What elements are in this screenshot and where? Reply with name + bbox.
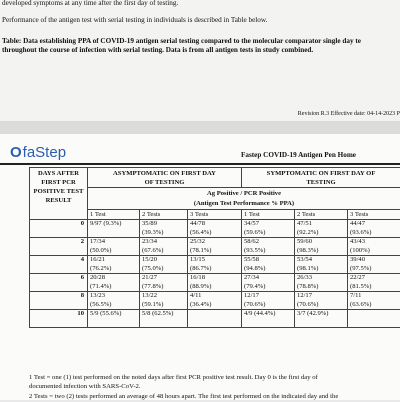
ppa-cell-line: 5/9 (55.6%) [90,310,137,319]
ppa-cell-line: 9/97 (9.3%) [90,220,137,229]
text-line: Performance of the antigen test with serial testing in individuals is described in Table below. [2,16,267,25]
ppa-cell-line: (75.0%) [142,265,185,274]
ppa-cell-line: (39.3%) [142,229,185,238]
ppa-cell [88,238,140,256]
ppa-cell-line: (67.6%) [142,247,185,256]
logo-text: faStep [23,144,66,161]
page-gap [0,121,400,134]
test-count-header: 3 Tests [348,210,400,220]
ppa-cell-line: 3/7 (42.9%) [297,310,345,319]
ppa-cell [140,292,188,310]
ppa-cell [242,274,295,292]
ppa-cell-line: (71.4%) [90,283,137,292]
ppa-cell-line: 5/8 (62.5%) [142,310,185,319]
ppa-cell-line: 58/62 [244,238,292,247]
ppa-cell-line: (100%) [350,247,398,256]
ppa-cell-line: 15/20 [142,256,185,265]
ppa-cell [242,256,295,274]
ppa-cell-line [90,229,137,238]
table-row [30,274,400,292]
ppa-cell [242,220,295,238]
ppa-cell-line [190,319,239,328]
ppa-cell-line: (79.4%) [244,283,292,292]
ppa-cell [348,220,400,238]
ppa-cell [348,256,400,274]
ppa-cell-line: (78.8%) [297,283,345,292]
ppa-cell-line: (86.7%) [190,265,239,274]
ppa-cell-line: 16/21 [90,256,137,265]
revision-line: Revision R.3 Effective date: 04-14-2023 P [298,111,400,117]
ppa-cell-line [297,319,345,328]
day-label: 2 [30,238,88,256]
ppa-cell-line: 27/34 [244,274,292,283]
ppa-cell [88,310,140,328]
ppa-cell-line [90,319,137,328]
ppa-cell [188,310,242,328]
day-label: 8 [30,292,88,310]
ppa-cell-line: (77.8%) [142,283,185,292]
ppa-cell-line [142,319,185,328]
ppa-cell [295,292,348,310]
ppa-cell [188,256,242,274]
ppa-cell [188,274,242,292]
text-line: developed symptoms at any time after the first day of testing. [2,0,178,8]
ppa-cell [188,220,242,238]
ppa-cell [88,274,140,292]
ppa-cell-line: 53/54 [297,256,345,265]
footnote: 2 Tests = two (2) tests performed an average of 48 hours apart. The first test performed on the indicated day and the [29,393,338,402]
ppa-cell-line [350,319,398,328]
ppa-cell [242,238,295,256]
ppa-cell-line: (56.5%) [90,301,137,310]
ag-positive-label: Ag Positive / PCR Positive [90,189,398,199]
table-row [30,238,400,256]
ppa-cell-line: 13/22 [142,292,185,301]
ppa-cell-line: 4/9 (44.4%) [244,310,292,319]
ppa-cell-line: (59.6%) [244,229,292,238]
header-rule [0,163,400,165]
ppa-cell-line: 20/28 [90,274,137,283]
ppa-cell [140,310,188,328]
ppa-cell [348,238,400,256]
ppa-cell-line: 59/60 [297,238,345,247]
performance-label: (Antigen Test Performance % PPA) [90,199,398,209]
ppa-cell-line: 34/57 [244,220,292,229]
ppa-cell [242,292,295,310]
ppa-cell-line: (70.6%) [244,301,292,310]
day-label: 0 [30,220,88,238]
ppa-cell-line: 44/78 [190,220,239,229]
logo-mark: O [10,144,22,161]
ppa-cell-line: (36.4%) [190,301,239,310]
footnote: documented infection with SARS-CoV-2. [29,383,141,392]
ppa-cell [140,238,188,256]
ppa-cell [295,274,348,292]
test-count-header: 1 Test [242,210,295,220]
ppa-cell-line: 12/17 [244,292,292,301]
footnote: 1 Test = one (1) test performed on the noted days after first PCR positive test result. Day 0 is the first day of [29,374,318,383]
asymptomatic-header: ASYMPTOMATIC ON FIRST DAY OF TESTING [88,168,242,188]
table-row [30,292,400,310]
ppa-cell [348,292,400,310]
ppa-cell-line: (98.3%) [297,247,345,256]
days-header: DAYS AFTER FIRST PCR POSITIVE TEST RESULT [30,168,88,220]
ppa-cell-line: (56.4%) [190,229,239,238]
ppa-cell-line: 13/15 [190,256,239,265]
ppa-cell-line: (63.6%) [350,301,398,310]
ppa-cell-line: 22/27 [350,274,398,283]
ppa-cell-line [244,319,292,328]
table-caption: Table: Data establishing PPA of COVID-19 antigen serial testing compared to the molecular comparator single day te [2,37,361,46]
ppa-cell [242,310,295,328]
test-count-header: 3 Tests [188,210,242,220]
test-count-header: 1 Test [88,210,140,220]
test-count-header: 2 Tests [295,210,348,220]
ppa-cell-line: 25/32 [190,238,239,247]
ppa-cell [348,274,400,292]
ppa-cell [88,220,140,238]
ppa-cell [188,238,242,256]
day-label: 6 [30,274,88,292]
ppa-cell-line: (88.9%) [190,283,239,292]
ppa-cell [348,310,400,328]
ppa-cell [88,292,140,310]
ppa-cell-line: (76.2%) [90,265,137,274]
ppa-cell [188,292,242,310]
ppa-cell-line: 4/11 [190,292,239,301]
ppa-cell-line: 17/34 [90,238,137,247]
ppa-cell [140,274,188,292]
ppa-cell-line: (50.0%) [90,247,137,256]
symptomatic-header: SYMPTOMATIC ON FIRST DAY OF TESTING [242,168,400,188]
ppa-cell-line: 12/17 [297,292,345,301]
ppa-cell [295,220,348,238]
document-title: Fastep COVID-19 Antigen Pen Home [241,151,356,159]
day-label: 4 [30,256,88,274]
ppa-cell-line: 43/43 [350,238,398,247]
ppa-cell-line: (93.6%) [350,229,398,238]
ppa-cell-line: 47/51 [297,220,345,229]
ppa-cell-line: (93.5%) [244,247,292,256]
ppa-cell [140,256,188,274]
current-page [0,134,400,400]
previous-page [0,0,400,121]
ppa-cell-line: 39/40 [350,256,398,265]
day-label: 10 [30,310,88,328]
fastep-logo [10,144,66,161]
table-row [30,256,400,274]
ppa-cell-line: 21/27 [142,274,185,283]
ppa-cell-line: 55/58 [244,256,292,265]
ppa-cell-line [350,310,398,319]
ppa-cell-line: (94.8%) [244,265,292,274]
ag-positive-header [88,188,400,210]
ppa-cell-line: (59.1%) [142,301,185,310]
ppa-cell-line: 26/33 [297,274,345,283]
ppa-cell-line: 23/34 [142,238,185,247]
ppa-cell-line: (81.5%) [350,283,398,292]
table-row [30,310,400,328]
ppa-cell [295,256,348,274]
ppa-cell-line: (92.2%) [297,229,345,238]
ppa-cell-line: (78.1%) [190,247,239,256]
table-caption: throughout the course of infection with serial testing. Data is from all antigen tests in study combined. [2,46,313,55]
ppa-cell [88,256,140,274]
ppa-cell-line [190,310,239,319]
ppa-cell [140,220,188,238]
table-row [30,220,400,238]
ppa-cell [295,238,348,256]
ppa-cell-line: (98.1%) [297,265,345,274]
ppa-cell-line: 13/23 [90,292,137,301]
ppa-cell-line: (97.5%) [350,265,398,274]
ppa-cell-line: 16/18 [190,274,239,283]
ppa-cell-line: 35/89 [142,220,185,229]
ppa-cell-line: (70.6%) [297,301,345,310]
ppa-cell-line: 44/47 [350,220,398,229]
ppa-cell-line: 7/11 [350,292,398,301]
test-count-header: 2 Tests [140,210,188,220]
ppa-table [29,167,400,328]
ppa-cell [295,310,348,328]
